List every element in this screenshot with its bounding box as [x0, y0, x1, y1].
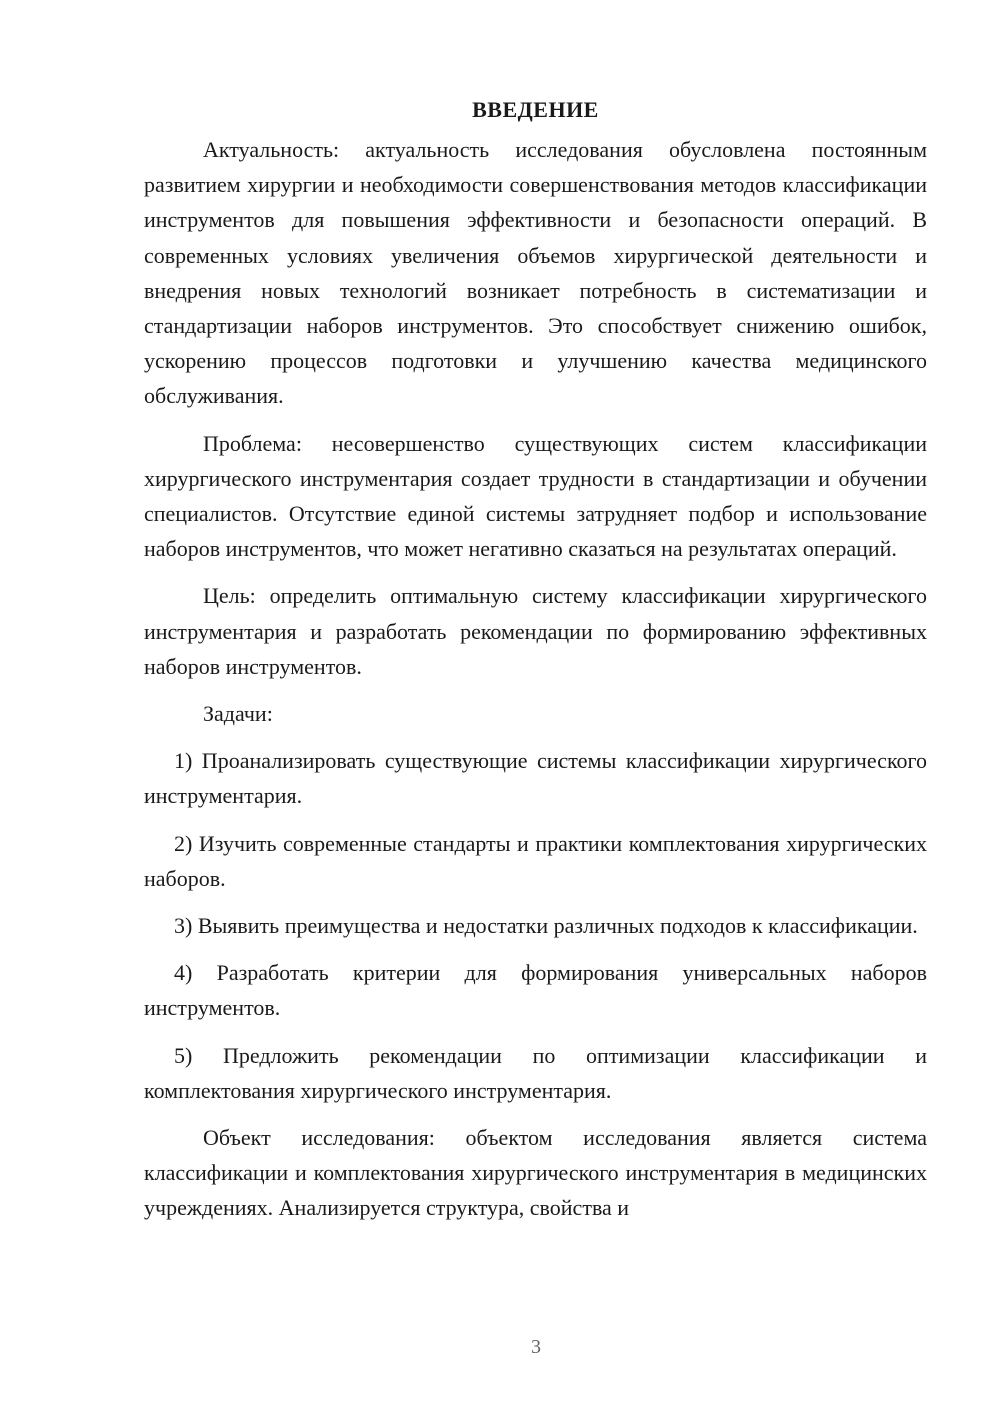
task-item-5: 5) Предложить рекомендации по оптимизации классификации и комплектования хирургического инструментария. [144, 1042, 927, 1103]
tasks-label: Задачи: [203, 701, 273, 727]
task-item-1: 1) Проанализировать существующие системы классификации хирургического инструментария. [144, 748, 927, 809]
paragraph-object: Объект исследования: объектом исследования является система классификации и комплектования хирургического инструментария в медицинских учреждениях. Анализируется структура, свойства и [144, 1125, 927, 1221]
section-heading: ВВЕДЕНИЕ [472, 97, 599, 122]
task-item-4: 4) Разработать критерии для формирования универсальных наборов инструментов. [144, 960, 927, 1021]
paragraph-problem: Проблема: несовершенство существующих систем классификации хирургического инструментария создает трудности в стандартизации и обучении специалистов. Отсутствие единой системы затрудняет подбор и использование наборов инструментов, что может негативно сказаться на результатах операций. [144, 430, 927, 562]
paragraph-relevance: Актуальность: актуальность исследования обусловлена постоянным развитием хирургии и необходимости совершенствования методов классификации инструментов для повышения эффективности и безопасности операций. В современных условиях увеличения объемов хирургической деятельности и внедрения новых технологий возникает потребность в систематизации и стандартизации наборов инструментов. Это способствует снижению ошибок, ускорению процессов подготовки и улучшению качества медицинского обслуживания. [144, 137, 927, 409]
paragraph-goal: Цель: определить оптимальную систему классификации хирургического инструментария и разработать рекомендации по формированию эффективных наборов инструментов. [144, 583, 927, 679]
task-item-3: 3) Выявить преимущества и недостатки различных подходов к классификации. [174, 913, 918, 939]
page-number: 3 [531, 1336, 541, 1358]
task-item-2: 2) Изучить современные стандарты и практики комплектования хирургических наборов. [144, 830, 927, 891]
page-content [144, 92, 927, 1226]
